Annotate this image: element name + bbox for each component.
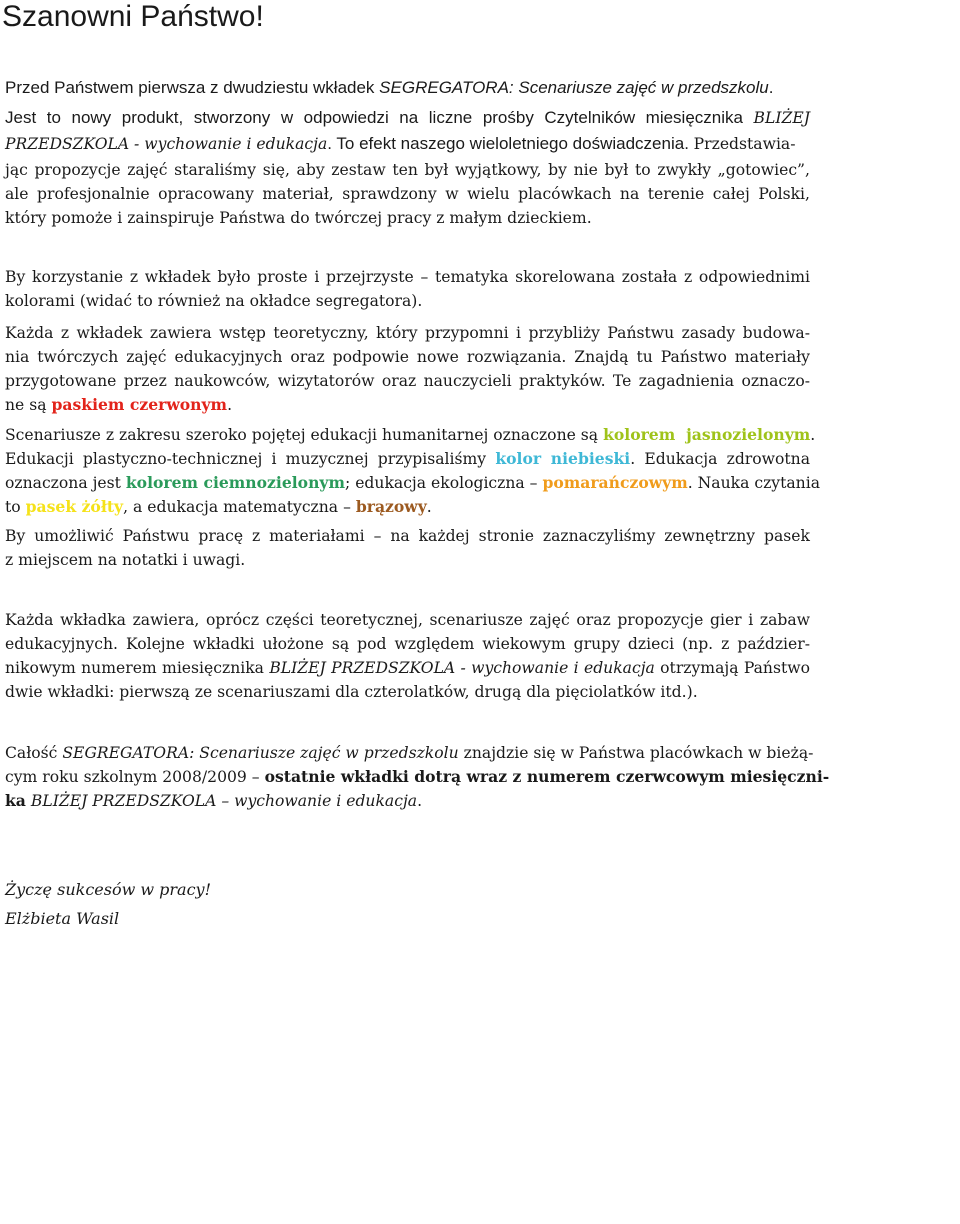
delivery-emphasis: ka bbox=[5, 791, 26, 810]
scenarios-text: Scenariusze z zakresu szeroko pojętej edukacji humanitarnej oznaczone są bbox=[5, 426, 604, 444]
intro-text: Jest to nowy produkt, stworzony w odpowiedzi na liczne prośby Czytelników miesięcznika bbox=[5, 108, 754, 127]
scenarios-line-4 bbox=[5, 495, 432, 519]
scenarios-text: . Edukacja zdrowotna bbox=[630, 450, 810, 468]
scenarios-text: . bbox=[810, 426, 816, 444]
magazine-title: BLIŻEJ PRZEDSZKOLA – wychowanie i edukacja bbox=[25, 792, 418, 810]
scenarios-text: Edukacji plastyczno-technicznej i muzycznej przypisaliśmy bbox=[5, 450, 496, 468]
scenarios-text: to bbox=[5, 498, 26, 516]
closing-wish: Życzę sukcesów w pracy! bbox=[5, 880, 212, 899]
dark-green-label: kolorem ciemnozielonym bbox=[125, 473, 345, 492]
delivery-line-2 bbox=[5, 765, 830, 789]
scenarios-text: . Nauka czytania bbox=[687, 474, 820, 492]
binder-title: SEGREGATORA: Scenariusze zajęć w przedszkolu bbox=[379, 78, 769, 97]
theory-text: . bbox=[227, 396, 233, 414]
theory-line-2: nia twórczych zajęć edukacyjnych oraz podpowie nowe rozwiązania. Znajdą tu Państwo materiały bbox=[5, 348, 810, 366]
scenarios-text: oznaczona jest bbox=[5, 474, 126, 492]
contents-line-2: edukacyjnych. Kolejne wkładki ułożone są pod względem wiekowym grupy dzieci (np. z paździer- bbox=[5, 635, 810, 653]
delivery-text: Całość bbox=[5, 744, 63, 762]
intro-line-5: ale profesjonalnie opracowany materiał, sprawdzony w wielu placówkach na terenie całej Polski, bbox=[5, 185, 810, 203]
scenarios-line-2 bbox=[5, 447, 810, 471]
delivery-line-3 bbox=[5, 789, 422, 813]
delivery-line-1 bbox=[5, 741, 814, 765]
blue-label: kolor niebieski bbox=[495, 449, 631, 468]
red-label: paskiem czerwonym bbox=[51, 395, 228, 414]
contents-text: nikowym numerem miesięcznika bbox=[5, 659, 270, 677]
signature: Elżbieta Wasil bbox=[5, 909, 120, 928]
intro-line-3 bbox=[5, 132, 796, 156]
theory-line-1: Każda z wkładek zawiera wstęp teoretyczny, który przypomni i przybliży Państwu zasady budowa- bbox=[5, 324, 810, 342]
intro-line-1 bbox=[5, 76, 773, 100]
intro-line-4: jąc propozycje zajęć staraliśmy się, aby zestaw ten był wyjątkowy, by nie był to zwykły „gotowiec”, bbox=[5, 161, 810, 179]
theory-line-3: przygotowane przez naukowców, wizytatorów oraz nauczycieli praktyków. Te zagadnienia oznaczo- bbox=[5, 372, 810, 390]
scenarios-text: . bbox=[426, 498, 432, 516]
theory-line-4 bbox=[5, 393, 232, 417]
notes-line-2: z miejscem na notatki i uwagi. bbox=[5, 551, 246, 569]
intro-text: . To efekt naszego wieloletniego doświadczenia. bbox=[327, 134, 694, 153]
intro-line-6: który pomoże i zainspiruje Państwa do twórczej pracy z małym dzieckiem. bbox=[5, 209, 592, 227]
scenarios-line-3 bbox=[5, 471, 820, 495]
delivery-emphasis: ostatnie wkładki dotrą wraz z numerem czerwcowym miesięczni- bbox=[264, 767, 830, 786]
yellow-label: pasek żółty bbox=[25, 497, 124, 516]
delivery-text: . bbox=[417, 792, 423, 810]
magazine-title: BLIŻEJ bbox=[753, 109, 810, 127]
page-title: Szanowni Państwo! bbox=[2, 0, 264, 33]
scenarios-line-1 bbox=[5, 423, 815, 447]
magazine-title: BLIŻEJ PRZEDSZKOLA - wychowanie i edukacja bbox=[269, 659, 655, 677]
contents-text: otrzymają Państwo bbox=[654, 659, 810, 677]
contents-line-4: dwie wkładki: pierwszą ze scenariuszami dla czterolatków, drugą dla pięciolatków itd.). bbox=[5, 683, 698, 701]
intro-text: . bbox=[768, 78, 774, 97]
notes-line-1: By umożliwić Państwu pracę z materiałami – na każdej stronie zaznaczyliśmy zewnętrzny pasek bbox=[5, 527, 810, 545]
brown-label: brązowy bbox=[355, 497, 427, 516]
colors-intro-line-2: kolorami (widać to również na okładce segregatora). bbox=[5, 292, 423, 310]
intro-line-2 bbox=[5, 106, 810, 130]
binder-title: SEGREGATORA: Scenariusze zajęć w przedszkolu bbox=[62, 744, 459, 762]
magazine-title: PRZEDSZKOLA - wychowanie i edukacja bbox=[5, 135, 328, 153]
light-green-label: kolorem jasnozielonym bbox=[603, 425, 811, 444]
colors-intro-line-1: By korzystanie z wkładek było proste i przejrzyste – tematyka skorelowana została z odpowiednimi bbox=[5, 268, 810, 286]
scenarios-text: , a edukacja matematyczna – bbox=[123, 498, 356, 516]
contents-line-3 bbox=[5, 656, 810, 680]
orange-label: pomarańczowym bbox=[542, 473, 688, 492]
intro-text: Przedstawia- bbox=[693, 135, 796, 153]
delivery-text: znajdzie się w Państwa placówkach w bieżą- bbox=[458, 744, 814, 762]
contents-line-1: Każda wkładka zawiera, oprócz części teoretycznej, scenariusze zajęć oraz propozycje gier i zabaw bbox=[5, 611, 810, 629]
delivery-text: cym roku szkolnym 2008/2009 – bbox=[5, 768, 265, 786]
scenarios-text: ; edukacja ekologiczna – bbox=[344, 474, 543, 492]
intro-text: Przed Państwem pierwsza z dwudziestu wkładek bbox=[5, 78, 380, 97]
theory-text: ne są bbox=[5, 396, 52, 414]
